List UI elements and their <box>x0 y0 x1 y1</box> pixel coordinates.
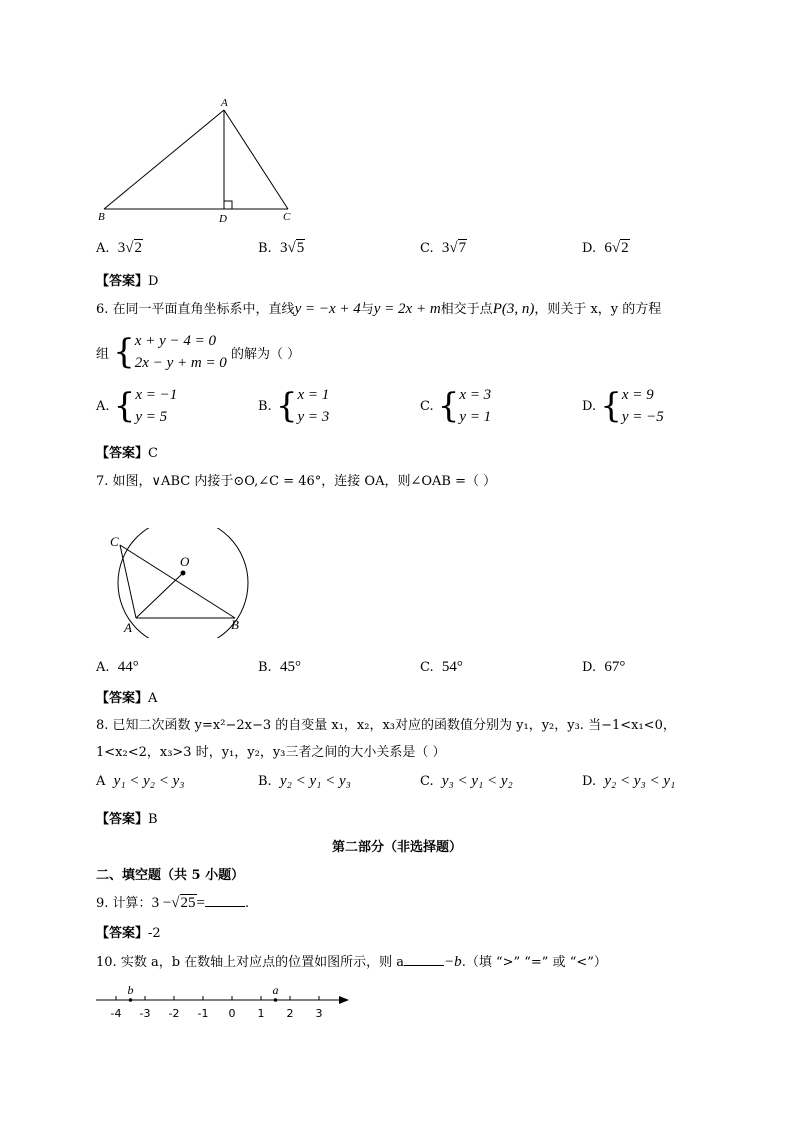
q7-answer: 【答案】A <box>96 691 158 706</box>
q6-stem-line2: 组 {x + y − 4 = 0 2x − y + m = 0 的解为（ ） <box>96 332 301 372</box>
q7-stem: 7. 如图，∨ABC 内接于⊙O,∠C = 46°，连接 OA，则∠OAB =（ ） <box>96 474 497 489</box>
q7-option-a: A. 44° <box>96 659 139 675</box>
q8-answer: 【答案】B <box>96 812 158 827</box>
q6-option-c: C. {x = 3 y = 1 <box>420 386 492 426</box>
axis-tick-label: -4 <box>110 1007 122 1020</box>
q8-option-c: C. y₃ < y₁ < y₂ <box>420 773 513 789</box>
point-label-b: b <box>127 983 134 997</box>
q8-option-a: A y₁ < y₂ < y₃ <box>96 773 185 789</box>
circle-label-c: C <box>110 534 119 549</box>
q5-option-a: A. 3√2 <box>96 240 143 256</box>
q8-stem-line1: 8. 已知二次函数 y=x²−2x−3 的自变量 x₁，x₂，x₃对应的函数值分别为 y₁，y₂，y₃. 当−1<x₁<0， <box>96 718 676 733</box>
q6-option-d: D. {x = 9 y = −5 <box>582 386 664 426</box>
vertex-label-d: D <box>219 213 227 225</box>
circle-label-b: B <box>231 617 239 632</box>
q5-option-b: B. 3√5 <box>258 240 305 256</box>
axis-tick-label: 3 <box>315 1007 323 1020</box>
q5-answer: 【答案】D <box>96 274 159 289</box>
q8-option-d: D. y₂ < y₃ < y₁ <box>582 773 676 789</box>
q6-option-a: A. {x = −1 y = 5 <box>96 386 178 426</box>
q7-option-c: C. 54° <box>420 659 463 675</box>
circle-label-a: A <box>124 620 132 635</box>
q9-blank[interactable] <box>205 894 245 907</box>
q6-stem-line1: 6. 在同一平面直角坐标系中，直线y = −x + 4与y = 2x + m相交于点P(3, n)，则关于 x，y 的方程 <box>96 301 662 317</box>
point-label-a: a <box>272 983 279 997</box>
axis-tick-label: -1 <box>197 1007 209 1020</box>
vertex-label-c: C <box>283 211 291 223</box>
q6-option-b: B. {x = 1 y = 3 <box>258 386 330 426</box>
point-b <box>129 998 133 1002</box>
axis-tick-label: -3 <box>139 1007 151 1020</box>
part2-title: 第二部分（非选择题） <box>331 840 462 855</box>
q7-option-b: B. 45° <box>258 659 301 675</box>
q5-option-c: C. 3√7 <box>420 240 467 256</box>
triangle-figure <box>90 92 310 227</box>
circle-figure <box>105 528 255 638</box>
number-line <box>90 978 360 1024</box>
q9-stem: 9. 计算：3 −√25= . <box>96 895 250 911</box>
axis-tick-label: -2 <box>168 1007 180 1020</box>
point-a <box>274 998 278 1002</box>
q7-option-d: D. 67° <box>582 659 626 675</box>
axis-tick-label: 2 <box>286 1007 294 1020</box>
q10-stem: 10. 实数 a，b 在数轴上对应点的位置如图所示，则 a −b.（填 “>” “=” 或 “<”） <box>96 954 607 970</box>
vertex-label-b: B <box>98 211 105 223</box>
vertex-label-a: A <box>221 97 228 109</box>
q6-answer: 【答案】C <box>96 446 158 461</box>
section2-title: 二、填空题（共 5 小题） <box>96 868 245 883</box>
q10-blank[interactable] <box>404 953 444 966</box>
q8-stem-line2: 1<x₂<2，x₃>3 时，y₁，y₂，y₃三者之间的大小关系是（ ） <box>96 745 446 760</box>
axis-tick-label: 0 <box>228 1007 236 1020</box>
circle-label-o: O <box>180 554 190 569</box>
q9-answer: 【答案】-2 <box>96 926 161 941</box>
axis-tick-label: 1 <box>257 1007 265 1020</box>
q8-option-b: B. y₂ < y₁ < y₃ <box>258 773 351 789</box>
q5-option-d: D. 6√2 <box>582 240 629 256</box>
